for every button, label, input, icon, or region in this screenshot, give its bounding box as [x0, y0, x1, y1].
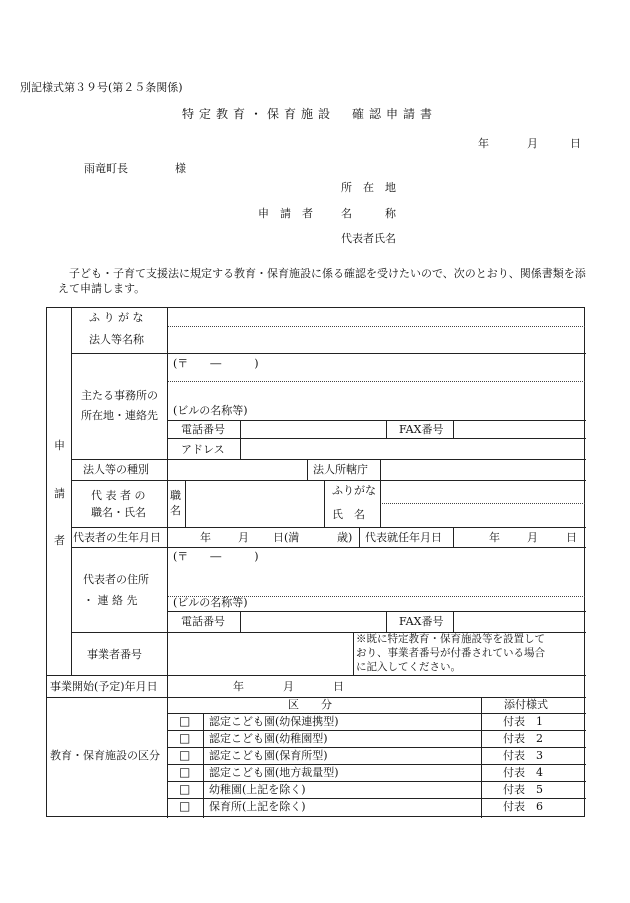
- category-checkbox-5[interactable]: □: [179, 782, 191, 796]
- category-checkbox-2[interactable]: □: [179, 731, 191, 745]
- intro-text: 子ども・子育て支援法に規定する教育・保育施設に係る確認を受けたいので、次のとおり、関係書類を添えて申請します。: [58, 267, 586, 295]
- category-name-1: 認定こども園(幼保連携型): [209, 715, 339, 728]
- rep-postal: (〒 ― ): [173, 550, 259, 563]
- rep-name-label: 氏 名: [332, 508, 365, 521]
- form-id: 別記様式第３９号(第２５条関係): [20, 81, 183, 94]
- office-postal: (〒 ― ): [173, 357, 259, 370]
- rep-furigana-label: ふりがな: [332, 484, 376, 497]
- rep-label-1: 代 表 者 の: [91, 489, 146, 502]
- office-phone-label: 電話番号: [181, 423, 225, 436]
- start-month: 月: [283, 680, 294, 693]
- side-label-3: 者: [54, 534, 65, 547]
- corp-authority-label: 法人所轄庁: [313, 463, 368, 476]
- category-checkbox-3[interactable]: □: [179, 748, 191, 762]
- rep-title-1: 職: [170, 489, 181, 502]
- furigana-label: ふ り が な: [89, 311, 144, 324]
- category-name-6: 保育所(上記を除く): [209, 800, 306, 813]
- category-form-6: 付表 6: [503, 800, 543, 813]
- start-day: 日: [333, 680, 344, 693]
- appoint-year: 年: [489, 531, 500, 544]
- category-name-5: 幼稚園(上記を除く): [209, 783, 306, 796]
- side-label-1: 申: [54, 439, 65, 452]
- addressee-suffix: 様: [175, 162, 186, 175]
- category-name-4: 認定こども園(地方裁量型): [209, 766, 339, 779]
- date-month-label: 月: [527, 137, 538, 150]
- side-label-2: 請: [54, 487, 65, 500]
- category-label: 教育・保育施設の区分: [50, 749, 160, 762]
- addressee: 雨竜町長: [84, 162, 128, 175]
- corp-name-label: 法人等名称: [89, 333, 144, 346]
- start-date-label: 事業開始(予定)年月日: [50, 680, 158, 693]
- form-column-header: 添付様式: [504, 698, 548, 711]
- applicant-address-label: 所 在 地: [341, 181, 396, 194]
- start-year: 年: [233, 680, 244, 693]
- rep-label-2: 職名・氏名: [91, 506, 146, 519]
- rep-address-label-2: ・ 連 絡 先: [83, 594, 138, 607]
- office-address-label: アドレス: [181, 443, 225, 456]
- category-checkbox-4[interactable]: □: [179, 765, 191, 779]
- category-checkbox-6[interactable]: □: [179, 799, 191, 813]
- office-label-1: 主たる事務所の: [81, 389, 158, 402]
- category-checkbox-1[interactable]: □: [179, 714, 191, 728]
- office-building: (ビルの名称等): [173, 404, 248, 417]
- business-note-2: おり、事業者番号が付番されている場合: [356, 647, 545, 659]
- business-note-3: に記入してください。: [356, 661, 461, 673]
- rep-building: (ビルの名称等): [173, 596, 248, 609]
- category-form-3: 付表 3: [503, 749, 543, 762]
- applicant-name-label: 名 称: [341, 207, 396, 220]
- birth-age: 歳): [337, 531, 353, 544]
- office-label-2: 所在地・連絡先: [81, 409, 158, 422]
- corp-type-label: 法人等の種別: [83, 463, 149, 476]
- birth-day: 日(満: [273, 531, 300, 544]
- rep-fax-label: FAX番号: [399, 615, 444, 628]
- appoint-month: 月: [527, 531, 538, 544]
- applicant-rep-label: 代表者氏名: [341, 232, 396, 245]
- category-form-2: 付表 2: [503, 732, 543, 745]
- appoint-label: 代表就任年月日: [365, 531, 442, 544]
- category-form-4: 付表 4: [503, 766, 543, 779]
- rep-phone-label: 電話番号: [181, 615, 225, 628]
- office-fax-label: FAX番号: [399, 423, 444, 436]
- birth-month: 月: [238, 531, 249, 544]
- page-title: 特定教育・保育施設 確認申請書: [182, 107, 438, 121]
- rep-address-label-1: 代表者の住所: [83, 573, 149, 586]
- category-name-3: 認定こども園(保育所型): [209, 749, 328, 762]
- business-note-1: ※既に特定教育・保育施設等を設置して: [356, 633, 545, 645]
- business-number-label: 事業者番号: [87, 648, 142, 661]
- birth-year: 年: [200, 531, 211, 544]
- category-column-header: 区 分: [288, 698, 332, 711]
- birth-label: 代表者の生年月日: [73, 531, 161, 544]
- appoint-day: 日: [566, 531, 577, 544]
- category-form-5: 付表 5: [503, 783, 543, 796]
- rep-title-2: 名: [170, 504, 181, 517]
- date-year-label: 年: [478, 137, 489, 150]
- category-form-1: 付表 1: [503, 715, 543, 728]
- date-day-label: 日: [570, 137, 581, 150]
- application-table: [46, 307, 585, 817]
- category-name-2: 認定こども園(幼稚園型): [209, 732, 328, 745]
- applicant-label: 申 請 者: [258, 207, 313, 220]
